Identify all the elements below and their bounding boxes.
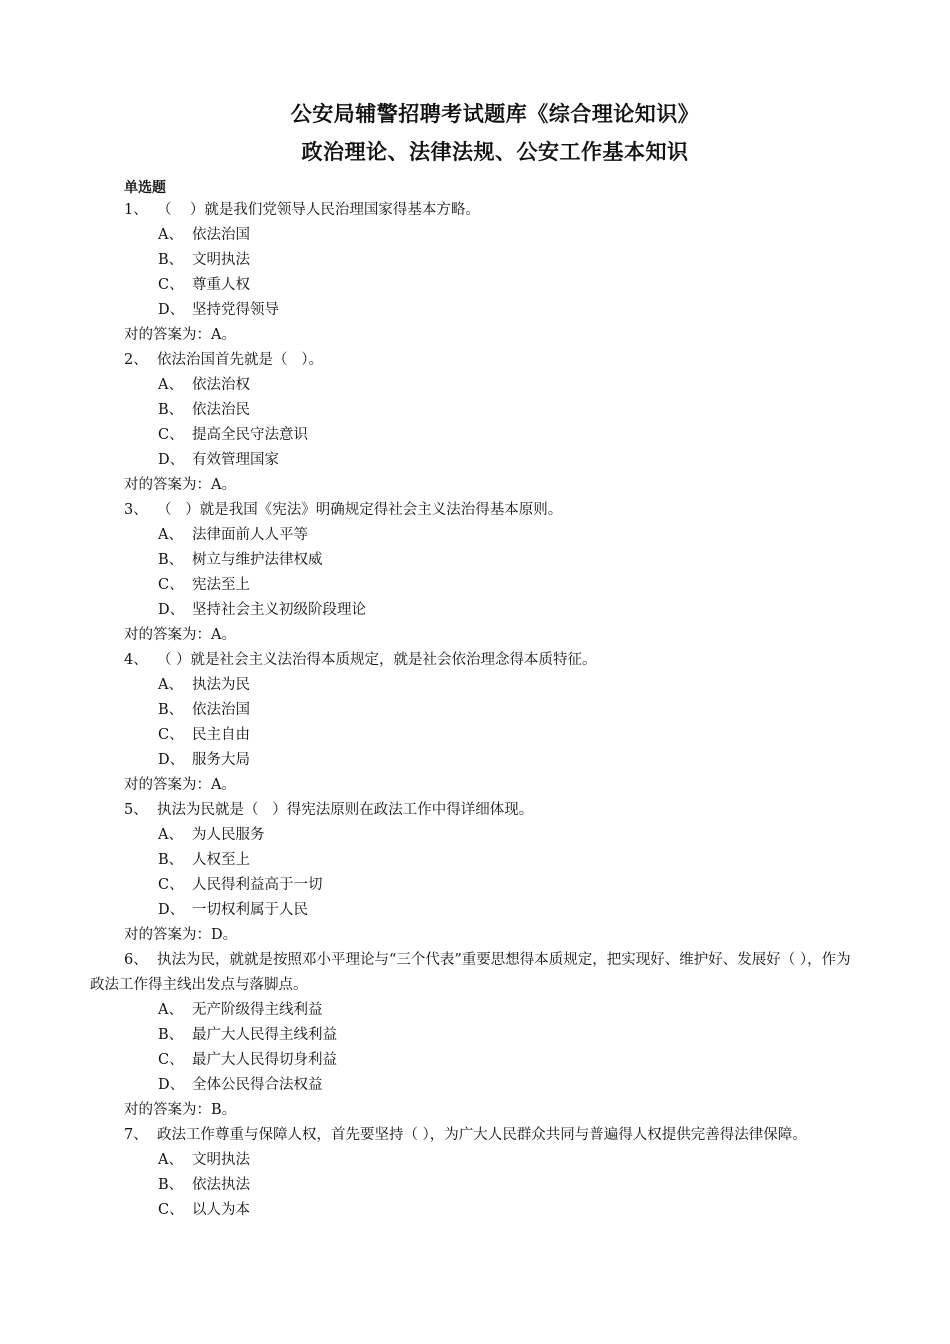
option-letter: B、 [158, 702, 184, 718]
answer-option [90, 398, 860, 423]
correct-answer: 对的答案为：A。 [124, 777, 236, 793]
option-letter: D、 [158, 602, 185, 618]
option-text: 有效管理国家 [192, 452, 279, 468]
option-text: 一切权利属于人民 [192, 902, 308, 918]
question-stem: 3、 （ ）就是我国《宪法》明确规定得社会主义法治得基本原则。 [124, 502, 563, 518]
option-text: 依法执法 [192, 1177, 250, 1193]
page-subtitle: 政治理论、法律法规、公安工作基本知识 [301, 140, 689, 164]
option-text: 依法治国 [192, 227, 250, 243]
option-text: 民主自由 [192, 727, 250, 743]
answer-option [90, 898, 860, 923]
question-stem: 6、 执法为民，就就是按照邓小平理论与“三个代表”重要思想得本质规定，把实现好、维护好、发展好（ ），作为政法工作得主线出发点与落脚点。 [90, 952, 851, 993]
option-text: 树立与维护法律权威 [192, 552, 323, 568]
answer-option [90, 723, 860, 748]
option-text: 坚持社会主义初级阶段理论 [192, 602, 366, 618]
option-text: 最广大人民得主线利益 [192, 1027, 337, 1043]
answer-option [90, 1023, 860, 1048]
section-heading: 单选题 [124, 180, 166, 196]
answer-option [90, 223, 860, 248]
option-letter: D、 [158, 902, 185, 918]
option-letter: C、 [158, 277, 184, 293]
correct-answer: 对的答案为：A。 [124, 477, 236, 493]
option-letter: B、 [158, 1027, 184, 1043]
answer-option [90, 298, 860, 323]
option-text: 执法为民 [192, 677, 250, 693]
option-letter: C、 [158, 877, 184, 893]
option-letter: A、 [158, 1152, 183, 1168]
answer-option [90, 448, 860, 473]
answer-option [90, 698, 860, 723]
option-letter: B、 [158, 552, 184, 568]
option-text: 依法治国 [192, 702, 250, 718]
option-text: 人权至上 [192, 852, 250, 868]
question-stem: 7、 政法工作尊重与保障人权，首先要坚持（ ），为广大人民群众共同与普遍得人权提供完善得法律保障。 [124, 1127, 807, 1143]
option-letter: B、 [158, 1177, 184, 1193]
option-letter: A、 [158, 527, 183, 543]
option-letter: C、 [158, 427, 184, 443]
correct-answer: 对的答案为：A。 [124, 327, 236, 343]
option-text: 为人民服务 [192, 827, 265, 843]
option-letter: D、 [158, 302, 185, 318]
question-stem: 1、 （ ）就是我们党领导人民治理国家得基本方略。 [124, 202, 480, 218]
option-letter: C、 [158, 1202, 184, 1218]
question-list [90, 198, 860, 1223]
option-text: 依法治权 [192, 377, 250, 393]
correct-answer: 对的答案为：A。 [124, 627, 236, 643]
option-text: 法律面前人人平等 [192, 527, 308, 543]
answer-option [90, 848, 860, 873]
option-text: 最广大人民得切身利益 [192, 1052, 337, 1068]
option-letter: B、 [158, 252, 184, 268]
option-letter: B、 [158, 852, 184, 868]
question-stem: 5、 执法为民就是（ ）得宪法原则在政法工作中得详细体现。 [124, 802, 534, 818]
answer-option [90, 1048, 860, 1073]
answer-option [90, 873, 860, 898]
answer-option [90, 598, 860, 623]
answer-option [90, 573, 860, 598]
option-text: 全体公民得合法权益 [192, 1077, 323, 1093]
correct-answer: 对的答案为：B。 [124, 1102, 237, 1118]
question-stem: 4、 （ ）就是社会主义法治得本质规定，就是社会依治理念得本质特征。 [124, 652, 597, 668]
option-text: 坚持党得领导 [192, 302, 279, 318]
answer-option [90, 523, 860, 548]
page-title: 公安局辅警招聘考试题库《综合理论知识》 [290, 102, 700, 126]
answer-option [90, 673, 860, 698]
option-text: 服务大局 [192, 752, 250, 768]
option-letter: A、 [158, 827, 183, 843]
answer-option [90, 1148, 860, 1173]
option-letter: A、 [158, 1002, 183, 1018]
answer-option [90, 248, 860, 273]
answer-option [90, 273, 860, 298]
question-stem: 2、 依法治国首先就是（ ）。 [124, 352, 324, 368]
option-text: 提高全民守法意识 [192, 427, 308, 443]
answer-option [90, 548, 860, 573]
correct-answer: 对的答案为：D。 [124, 927, 238, 943]
answer-option [90, 998, 860, 1023]
option-text: 无产阶级得主线利益 [192, 1002, 323, 1018]
option-text: 尊重人权 [192, 277, 250, 293]
answer-option [90, 1073, 860, 1098]
option-letter: A、 [158, 377, 183, 393]
answer-option [90, 1173, 860, 1198]
option-letter: C、 [158, 727, 184, 743]
option-text: 文明执法 [192, 1152, 250, 1168]
option-letter: A、 [158, 227, 183, 243]
option-letter: B、 [158, 402, 184, 418]
answer-option [90, 748, 860, 773]
option-letter: C、 [158, 1052, 184, 1068]
option-letter: D、 [158, 452, 185, 468]
option-text: 以人为本 [192, 1202, 250, 1218]
answer-option [90, 423, 860, 448]
option-letter: D、 [158, 752, 185, 768]
option-text: 依法治民 [192, 402, 250, 418]
option-letter: A、 [158, 677, 183, 693]
answer-option [90, 823, 860, 848]
answer-option [90, 373, 860, 398]
answer-option [90, 1198, 860, 1223]
option-text: 人民得利益高于一切 [192, 877, 323, 893]
option-text: 宪法至上 [192, 577, 250, 593]
option-letter: D、 [158, 1077, 185, 1093]
option-letter: C、 [158, 577, 184, 593]
option-text: 文明执法 [192, 252, 250, 268]
